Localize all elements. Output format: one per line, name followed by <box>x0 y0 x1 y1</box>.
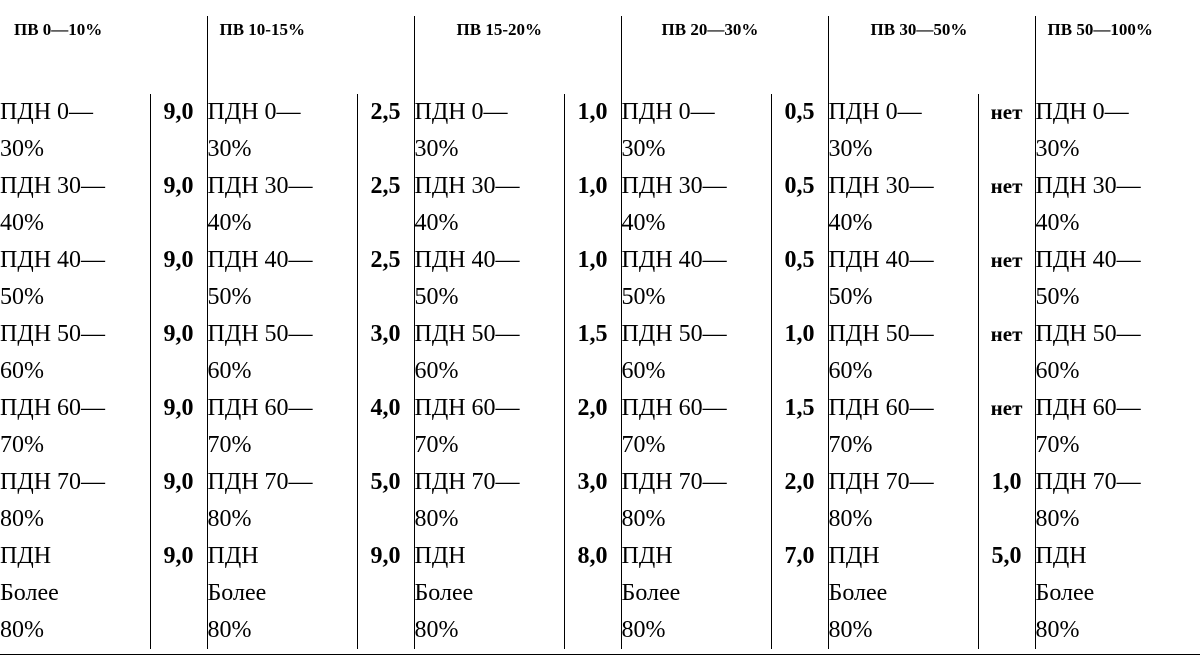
range-label-cell <box>1035 316 1200 390</box>
rate-value-cell: 1,0 <box>564 94 621 168</box>
range-label-line: ПДН 70— <box>414 469 520 495</box>
range-label-line: ПДН 30— <box>1035 173 1141 199</box>
range-label-line: ПДН 0— <box>1035 99 1129 125</box>
range-label-line: 30% <box>828 136 873 162</box>
range-label-line: 80% <box>621 506 666 532</box>
rate-value-cell: 9,0 <box>357 538 414 649</box>
range-label-line: 70% <box>621 432 666 458</box>
range-label-line: ПДН 40— <box>0 247 106 273</box>
range-label-line: 50% <box>1035 284 1080 310</box>
range-label-line: 70% <box>0 432 44 458</box>
rate-value-cell: 2,0 <box>771 464 828 538</box>
range-label-cell <box>207 94 357 168</box>
rate-value-cell: нет <box>978 242 1035 316</box>
rate-value-cell: 1,0 <box>771 316 828 390</box>
range-label-line: ПДН 0— <box>0 99 94 125</box>
range-label-line: 80% <box>0 617 44 643</box>
range-label-line: 30% <box>1035 136 1080 162</box>
range-label-line: 80% <box>621 617 666 643</box>
range-label-line: 80% <box>828 506 873 532</box>
range-label-cell <box>828 464 978 538</box>
rate-value-cell: 1,5 <box>564 316 621 390</box>
range-label-line: ПДН 0— <box>621 99 715 125</box>
rate-value-cell: нет <box>978 390 1035 464</box>
rate-value-cell: 9,0 <box>150 390 207 464</box>
range-label-line: ПДН <box>828 543 880 569</box>
range-label-line: ПДН <box>1035 543 1087 569</box>
range-label-line: ПДН <box>0 543 52 569</box>
range-label-cell <box>207 390 357 464</box>
range-label-cell <box>621 464 771 538</box>
range-label-line: ПДН 60— <box>621 395 727 421</box>
range-label-line: ПДН 40— <box>207 247 313 273</box>
range-label-line: 60% <box>621 358 666 384</box>
rate-value-cell: нет <box>978 168 1035 242</box>
range-label-cell <box>0 168 150 242</box>
range-label-line: 80% <box>1035 617 1080 643</box>
rate-value-cell: 0,5 <box>771 94 828 168</box>
rate-value-cell: 0,5 <box>771 242 828 316</box>
rate-value-cell: 9,0 <box>150 538 207 649</box>
range-label-line: 60% <box>0 358 44 384</box>
range-label-cell <box>207 538 357 649</box>
range-label-line: ПДН 30— <box>621 173 727 199</box>
range-label-cell <box>828 168 978 242</box>
range-label-cell <box>621 94 771 168</box>
rate-value-cell: 9,0 <box>150 464 207 538</box>
rate-value-cell: 3,0 <box>564 464 621 538</box>
range-label-line: 50% <box>828 284 873 310</box>
rate-value-cell: 7,0 <box>771 538 828 649</box>
range-label-line: 80% <box>828 617 873 643</box>
range-label-line: 40% <box>621 210 666 236</box>
rate-value-cell: 1,5 <box>771 390 828 464</box>
range-label-line: ПДН 40— <box>414 247 520 273</box>
range-label-line: ПДН 50— <box>207 321 313 347</box>
rate-value-cell: 2,5 <box>357 242 414 316</box>
table-bottom-border <box>0 654 1200 655</box>
range-label-cell <box>1035 168 1200 242</box>
range-label-line: ПДН 50— <box>414 321 520 347</box>
range-label-line: ПДН 50— <box>0 321 106 347</box>
range-label-line: ПДН 30— <box>207 173 313 199</box>
table-row <box>0 538 1200 649</box>
range-label-line: ПДН 70— <box>207 469 313 495</box>
range-label-line: 50% <box>621 284 666 310</box>
range-label-line: 60% <box>207 358 252 384</box>
range-label-cell <box>0 242 150 316</box>
rate-value-cell: 1,0 <box>564 168 621 242</box>
header-cell: ПВ 0—10% <box>0 16 207 94</box>
range-label-line: Более <box>0 580 59 606</box>
header-row <box>0 16 1200 94</box>
range-label-cell <box>828 316 978 390</box>
rate-value-cell: 9,0 <box>150 316 207 390</box>
range-label-line: ПДН 60— <box>0 395 106 421</box>
rate-value-cell: 9,0 <box>150 168 207 242</box>
range-label-line: ПДН 40— <box>828 247 934 273</box>
range-label-cell <box>207 316 357 390</box>
range-label-line: ПДН 30— <box>414 173 520 199</box>
range-label-cell <box>621 390 771 464</box>
range-label-line: ПДН 60— <box>207 395 313 421</box>
range-label-line: 80% <box>414 617 459 643</box>
rate-value-cell: 3,0 <box>357 316 414 390</box>
table-row <box>0 464 1200 538</box>
rate-value-cell: 1,0 <box>564 242 621 316</box>
range-label-cell <box>414 94 564 168</box>
range-label-line: ПДН 50— <box>621 321 727 347</box>
rate-value-cell: 1,0 <box>978 464 1035 538</box>
range-label-line: 70% <box>207 432 252 458</box>
range-label-line: 40% <box>414 210 459 236</box>
rate-value-cell: 5,0 <box>978 538 1035 649</box>
range-label-line: 40% <box>0 210 44 236</box>
range-label-line: 80% <box>0 506 44 532</box>
header-cell: ПВ 30—50% <box>828 16 1035 94</box>
range-label-cell <box>414 390 564 464</box>
range-label-cell <box>414 168 564 242</box>
range-label-cell <box>207 168 357 242</box>
range-label-line: ПДН 40— <box>1035 247 1141 273</box>
range-label-line: Более <box>207 580 267 606</box>
range-label-line: ПДН 30— <box>828 173 934 199</box>
range-label-line: 30% <box>621 136 666 162</box>
range-label-line: 30% <box>207 136 252 162</box>
range-label-line: 50% <box>0 284 44 310</box>
range-label-line: 80% <box>1035 506 1080 532</box>
header-cell: ПВ 50—100% <box>1035 16 1200 94</box>
rate-value-cell: 2,0 <box>564 390 621 464</box>
rate-value-cell: нет <box>978 316 1035 390</box>
range-label-line: 60% <box>1035 358 1080 384</box>
range-label-cell <box>0 390 150 464</box>
range-label-cell <box>414 316 564 390</box>
range-label-line: 50% <box>414 284 459 310</box>
range-label-line: Более <box>621 580 681 606</box>
range-label-cell <box>828 94 978 168</box>
range-label-line: 70% <box>828 432 873 458</box>
range-label-line: ПДН 70— <box>621 469 727 495</box>
range-label-cell <box>0 464 150 538</box>
range-label-line: 70% <box>414 432 459 458</box>
range-label-line: ПДН <box>621 543 673 569</box>
range-label-cell <box>207 242 357 316</box>
range-label-cell <box>828 242 978 316</box>
range-label-cell <box>1035 242 1200 316</box>
range-label-line: 80% <box>207 506 252 532</box>
rate-table <box>0 16 1200 649</box>
table-row <box>0 242 1200 316</box>
range-label-line: ПДН 0— <box>207 99 301 125</box>
range-label-cell <box>621 242 771 316</box>
range-label-line: ПДН 70— <box>828 469 934 495</box>
range-label-cell <box>1035 538 1200 649</box>
range-label-line: ПДН 30— <box>0 173 106 199</box>
table-row <box>0 390 1200 464</box>
range-label-line: Более <box>828 580 888 606</box>
range-label-line: 70% <box>1035 432 1080 458</box>
range-label-cell <box>1035 464 1200 538</box>
range-label-line: ПДН <box>414 543 466 569</box>
header-cell: ПВ 10-15% <box>207 16 414 94</box>
rate-value-cell: 2,5 <box>357 94 414 168</box>
rate-value-cell: 4,0 <box>357 390 414 464</box>
range-label-line: ПДН 70— <box>0 469 106 495</box>
table-row <box>0 168 1200 242</box>
range-label-cell <box>414 538 564 649</box>
range-label-line: ПДН 0— <box>414 99 508 125</box>
range-label-cell <box>0 94 150 168</box>
range-label-cell <box>414 242 564 316</box>
range-label-cell <box>621 538 771 649</box>
rate-value-cell: 9,0 <box>150 242 207 316</box>
rate-value-cell: 5,0 <box>357 464 414 538</box>
header-cell: ПВ 20—30% <box>621 16 828 94</box>
range-label-line: ПДН 40— <box>621 247 727 273</box>
range-label-line: ПДН <box>207 543 259 569</box>
range-label-line: 60% <box>414 358 459 384</box>
range-label-line: 30% <box>0 136 44 162</box>
range-label-line: ПДН 60— <box>1035 395 1141 421</box>
range-label-line: ПДН 0— <box>828 99 922 125</box>
range-label-line: 30% <box>414 136 459 162</box>
range-label-line: 40% <box>1035 210 1080 236</box>
rate-value-cell: нет <box>978 94 1035 168</box>
range-label-line: ПДН 70— <box>1035 469 1141 495</box>
table-row <box>0 94 1200 168</box>
range-label-cell <box>621 316 771 390</box>
rate-value-cell: 2,5 <box>357 168 414 242</box>
range-label-cell <box>0 538 150 649</box>
range-label-cell <box>0 316 150 390</box>
range-label-line: 60% <box>828 358 873 384</box>
range-label-cell <box>621 168 771 242</box>
range-label-cell <box>1035 94 1200 168</box>
range-label-line: ПДН 60— <box>828 395 934 421</box>
range-label-cell <box>414 464 564 538</box>
range-label-line: ПДН 50— <box>828 321 934 347</box>
header-cell: ПВ 15-20% <box>414 16 621 94</box>
rate-value-cell: 8,0 <box>564 538 621 649</box>
rate-value-cell: 0,5 <box>771 168 828 242</box>
range-label-line: 80% <box>414 506 459 532</box>
range-label-cell <box>828 538 978 649</box>
range-label-line: ПДН 60— <box>414 395 520 421</box>
rate-value-cell: 9,0 <box>150 94 207 168</box>
range-label-line: 40% <box>207 210 252 236</box>
range-label-line: 50% <box>207 284 252 310</box>
range-label-line: ПДН 50— <box>1035 321 1141 347</box>
range-label-line: 80% <box>207 617 252 643</box>
range-label-cell <box>828 390 978 464</box>
range-label-line: 40% <box>828 210 873 236</box>
range-label-cell <box>1035 390 1200 464</box>
range-label-cell <box>207 464 357 538</box>
range-label-line: Более <box>414 580 474 606</box>
table-row <box>0 316 1200 390</box>
range-label-line: Более <box>1035 580 1095 606</box>
